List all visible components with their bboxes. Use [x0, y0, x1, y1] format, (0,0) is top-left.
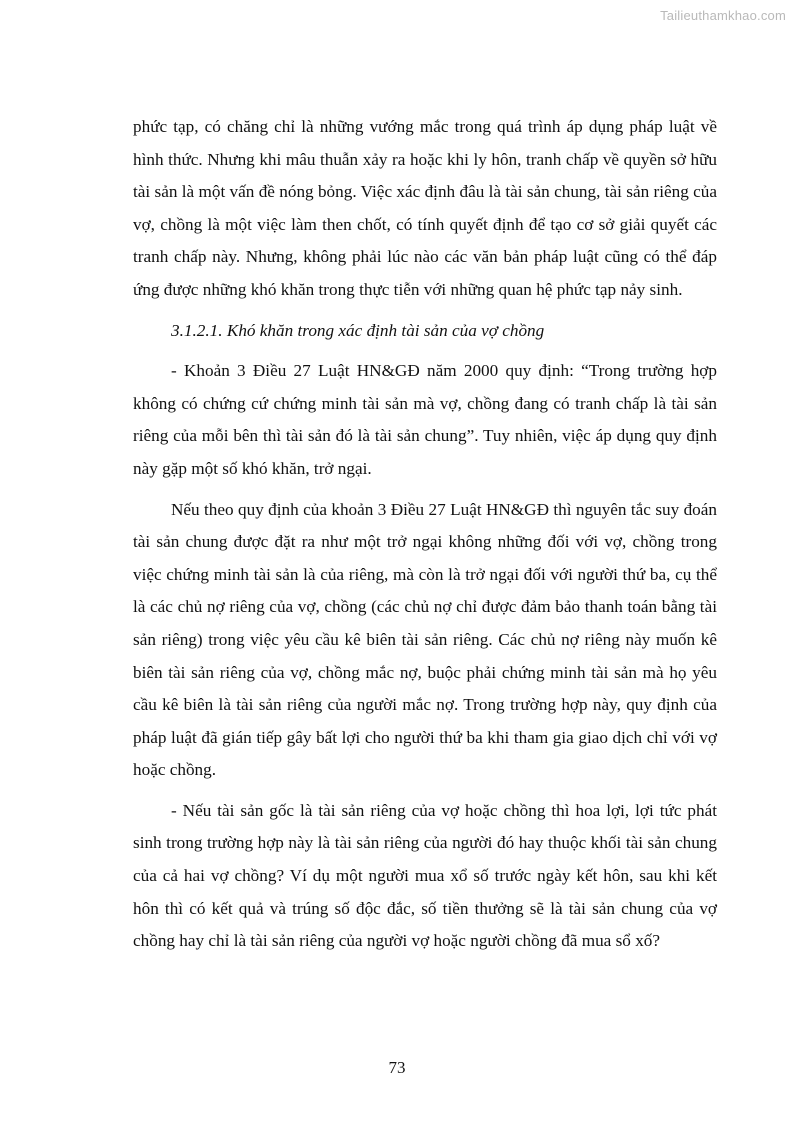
document-body: [133, 111, 717, 966]
page-number: 73: [388, 1058, 406, 1077]
paragraph-presumption: Nếu theo quy định của khoản 3 Điều 27 Luật HN&GĐ thì nguyên tắc suy đoán tài sản chung được đặt ra như một trở ngại không những đối với vợ, chồng trong việc chứng minh tài sản là của riêng, mà còn là trở ngại đối với người thứ ba, cụ thể là các chủ nợ riêng của vợ, chồng (các chủ nợ chỉ được đảm bảo thanh toán bằng tài sản riêng) trong việc yêu cầu kê biên tài sản riêng. Các chủ nợ riêng này muốn kê biên tài sản riêng của vợ, chồng mắc nợ, buộc phải chứng minh tài sản mà họ yêu cầu kê biên là tài sản riêng của người mắc nợ. Trong trường hợp này, quy định của pháp luật đã gián tiếp gây bất lợi cho người thứ ba khi tham gia giao dịch chỉ với vợ hoặc chồng.: [133, 499, 717, 780]
paragraph-yield: - Nếu tài sản gốc là tài sản riêng của vợ hoặc chồng thì hoa lợi, lợi tức phát sinh trong trường hợp này là tài sản riêng của người đó hay thuộc khối tài sản chung của cả hai vợ chồng? Ví dụ một người mua xổ số trước ngày kết hôn, sau khi kết hôn thì có kết quả và trúng số độc đắc, số tiền thưởng sẽ là tài sản chung của vợ chồng hay chỉ là tài sản riêng của người vợ hoặc người chồng đã mua sổ xố?: [133, 800, 717, 951]
section-heading: 3.1.2.1. Khó khăn trong xác định tài sản của vợ chồng: [171, 320, 545, 340]
paragraph-continuation: phức tạp, có chăng chỉ là những vướng mắc trong quá trình áp dụng pháp luật về hình thức. Nhưng khi mâu thuẫn xảy ra hoặc khi ly hôn, tranh chấp về quyền sở hữu tài sản là một vấn đề nóng bỏng. Việc xác định đâu là tài sản chung, tài sản riêng của vợ, chồng là một việc làm then chốt, có tính quyết định để tạo cơ sở giải quyết các tranh chấp này. Nhưng, không phải lúc nào các văn bản pháp luật cũng có thể đáp ứng được những khó khăn trong thực tiễn với những quan hệ phức tạp nảy sinh.: [133, 117, 717, 299]
watermark-text: Tailieuthamkhao.com: [660, 8, 786, 23]
paragraph-clause-3: - Khoản 3 Điều 27 Luật HN&GĐ năm 2000 quy định: “Trong trường hợp không có chứng cứ chứng minh tài sản mà vợ, chồng đang có tranh chấp là tài sản riêng của mỗi bên thì tài sản đó là tài sản chung”. Tuy nhiên, việc áp dụng quy định này gặp một số khó khăn, trở ngại.: [133, 361, 717, 478]
